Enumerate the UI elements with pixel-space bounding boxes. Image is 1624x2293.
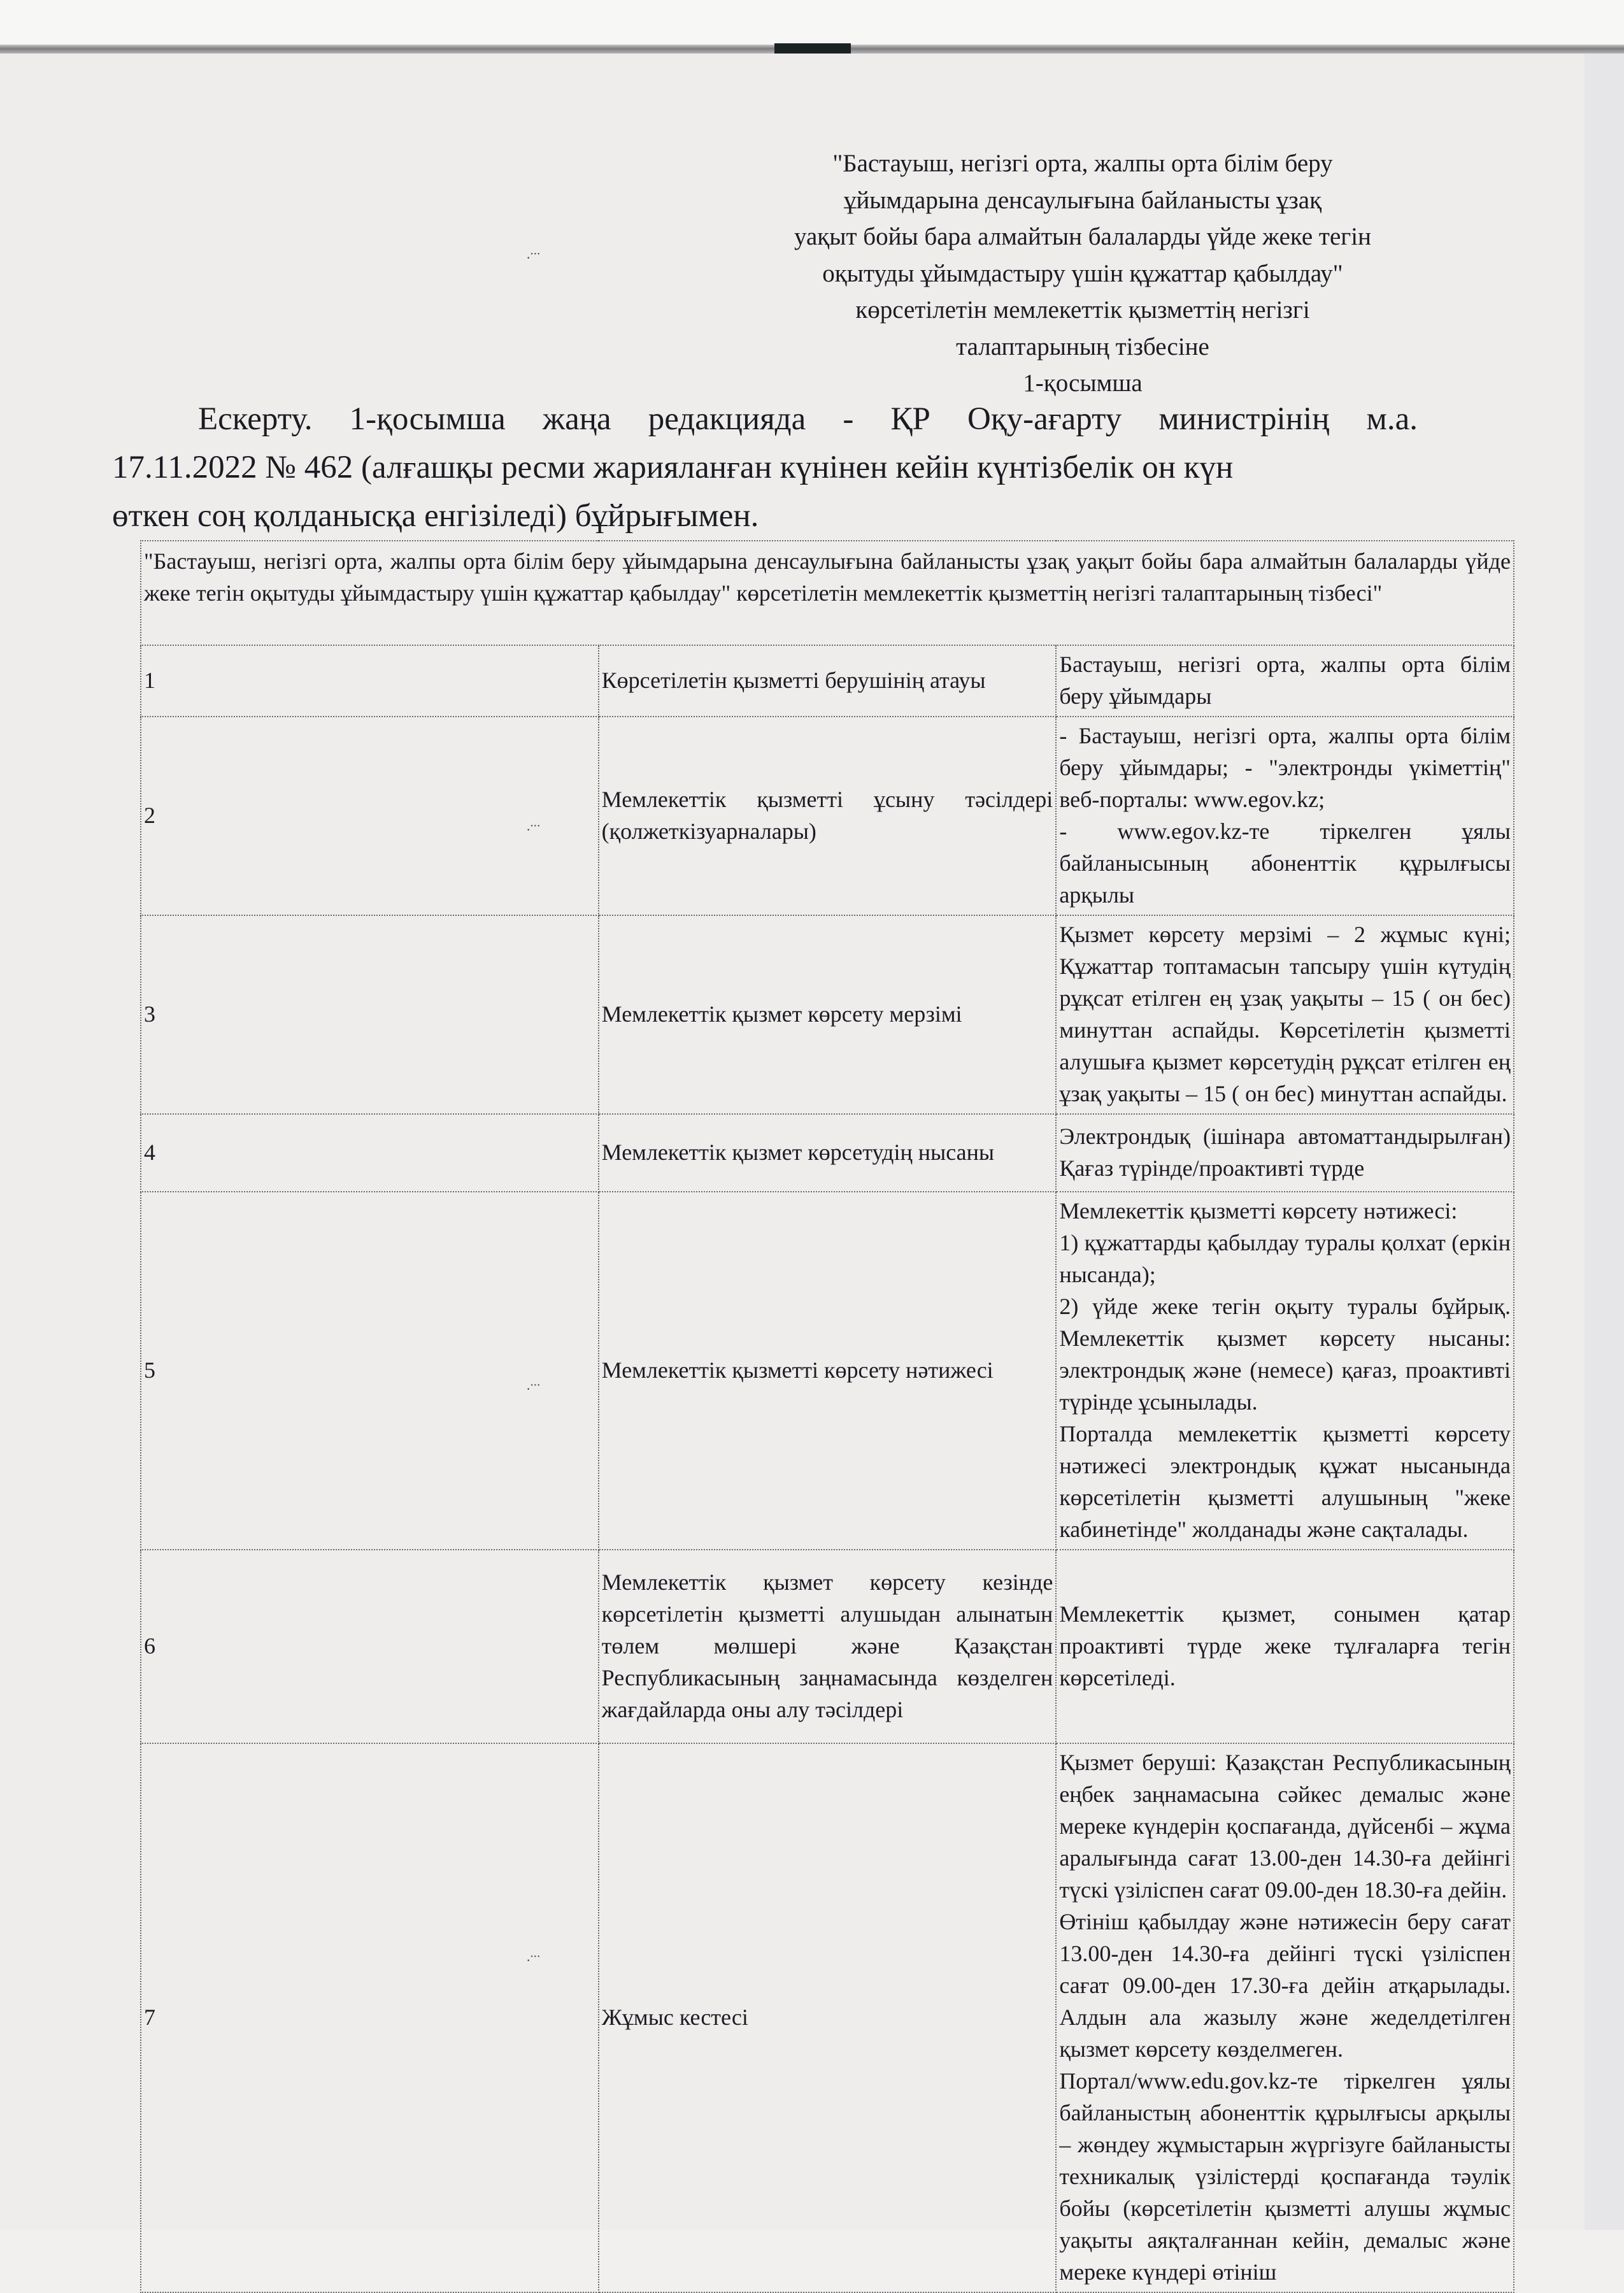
- row-number: 2: [141, 717, 599, 915]
- scan-speck: ·˙˙˙: [526, 1381, 540, 1397]
- row-number: 5: [141, 1192, 599, 1550]
- requirements-table: [140, 540, 1514, 2293]
- row-number: 4: [141, 1114, 599, 1192]
- header-line: ұйымдарына денсаулығына байланысты ұзақ: [843, 186, 1322, 214]
- value-paragraph: Мемлекеттік қызмет, сонымен қатар проактивті түрде жеке тұлғаларға тегін көрсетіледі.: [1059, 1601, 1511, 1690]
- row-number: 7: [141, 1743, 599, 2292]
- row-number: 6: [141, 1550, 599, 1743]
- amendment-note: [112, 395, 1418, 540]
- table-row: [141, 1114, 1514, 1192]
- scan-speck: ·˙˙˙: [526, 1952, 540, 1968]
- value-paragraph: Мемлекеттік қызметті көрсету нәтижесі:: [1059, 1198, 1458, 1224]
- row-value: [1056, 1192, 1514, 1550]
- row-value: [1056, 717, 1514, 915]
- row-label: Жұмыс кестесі: [599, 1743, 1057, 2292]
- row-number: 1: [141, 645, 599, 717]
- header-line: оқытуды ұйымдастыру үшін құжаттар қабылдау": [822, 259, 1343, 287]
- table-row: [141, 1192, 1514, 1550]
- row-label: Мемлекеттік қызмет көрсету мерзімі: [599, 915, 1057, 1114]
- value-paragraph: - Бастауыш, негізгі орта, жалпы орта білім беру ұйымдары; - "электронды үкіметтің" веб-порталы: www.egov.kz;: [1059, 723, 1511, 812]
- row-label: Мемлекеттік қызметті көрсету нәтижесі: [599, 1192, 1057, 1550]
- table-row: [141, 915, 1514, 1114]
- header-line: талаптарының тізбесіне: [956, 332, 1209, 361]
- table-row: [141, 645, 1514, 717]
- row-label: Мемлекеттік қызмет көрсетудің нысаны: [599, 1114, 1057, 1192]
- scanner-margin: [0, 0, 1624, 45]
- value-paragraph: Қызмет көрсету мерзімі – 2 жұмыс күні; Құжаттар топтамасын тапсыру үшін күтудің рұқсат етілген ең ұзақ уақыты – 15 ( он бес) минуттан аспайды. Көрсетілетін қызметті алушыға қызмет көрсетудің рұқсат етілген ең ұзақ уақыты – 15 ( он бес) минуттан аспайды.: [1059, 922, 1511, 1106]
- note-line: 17.11.2022 № 462 (алғашқы ресми жарияланған күнінен кейін күнтізбелік он күн: [112, 450, 1234, 485]
- row-label: Көрсетілетін қызметті берушінің атауы: [599, 645, 1057, 717]
- appendix-header: [726, 145, 1439, 402]
- row-value: [1056, 645, 1514, 717]
- row-value: [1056, 1114, 1514, 1192]
- value-paragraph: Порталда мемлекеттік қызметті көрсету нәтижесі электрондық құжат нысанында көрсетілетін қызметті алушының "жеке кабинетінде" жолданады және сақталады.: [1059, 1421, 1511, 1542]
- row-number: 3: [141, 915, 599, 1114]
- row-value: [1056, 1743, 1514, 2292]
- table-row: [141, 1743, 1514, 2292]
- header-line: уақыт бойы бара алмайтын балаларды үйде жеке тегін: [794, 223, 1371, 250]
- table-title: "Бастауыш, негізгі орта, жалпы орта білім беру ұйымдарына денсаулығына байланысты ұзақ уақыт бойы бара алмайтын балаларды үйде жеке тегін оқытуды ұйымдастыру үшін құжаттар қабылдау" көрсетілетін мемлекеттік қызметтің негізгі талаптарының тізбесі": [141, 541, 1514, 645]
- header-line: көрсетілетін мемлекеттік қызметтің негізгі: [855, 296, 1310, 324]
- value-paragraph: 2) үйде жеке тегін оқыту туралы бұйрық. Мемлекеттік қызмет көрсету нысаны: электрондық және (немесе) қағаз, проактивті түрінде ұсынылады.: [1059, 1294, 1511, 1415]
- value-paragraph: - www.egov.kz-те тіркелген ұялы байланысының абоненттік құрылғысы арқылы: [1059, 818, 1511, 908]
- header-line: "Бастауыш, негізгі орта, жалпы орта білім беру: [832, 150, 1333, 177]
- row-value: [1056, 915, 1514, 1114]
- row-value: [1056, 1550, 1514, 1743]
- table-row: [141, 1550, 1514, 1743]
- row-label: Мемлекеттік қызметті ұсыну тәсілдері (қолжеткізуарналары): [599, 717, 1057, 915]
- scan-speck: ·˙˙˙: [526, 250, 540, 266]
- appendix-number: 1-қосымша: [1023, 369, 1143, 397]
- scanner-marker: [774, 43, 851, 54]
- value-paragraph: 1) құжаттарды қабылдау туралы қолхат (еркін нысанда);: [1059, 1230, 1511, 1287]
- page-right-edge: [1585, 54, 1624, 2230]
- scan-speck: ·˙˙˙: [526, 822, 540, 838]
- value-paragraph: Қызмет беруші: Қазақстан Республикасының еңбек заңнамасына сәйкес демалыс және мереке күндерін қоспағанда, дүйсенбі – жұма аралығында сағат 13.00-ден 14.30-ға дейінгі түскі үзіліспен сағат 09.00-ден 18.30-ға дейін.: [1059, 1750, 1511, 1903]
- table-title-row: [141, 541, 1514, 645]
- row-label: Мемлекеттік қызмет көрсету кезінде көрсетілетін қызметті алушыдан алынатын төлем мөлшері және Қазақстан Республикасының заңнамасында көзделген жағдайларда оны алу тәсілдері: [599, 1550, 1057, 1743]
- note-line: Ескерту. 1-қосымша жаңа редакцияда - ҚР Оқу-ағарту министрінің м.а.: [198, 401, 1418, 437]
- value-paragraph: Портал/www.edu.gov.kz-те тіркелген ұялы байланыстың абоненттік құрылғысы арқылы – жөндеу жұмыстарын жүргізуге байланысты техникалық үзілістерді қоспағанда тәулік бойы (көрсетілетін қызметті алушы жұмыс уақыты аяқталғаннан кейін, демалыс және мереке күндері өтініш: [1059, 2068, 1511, 2285]
- value-paragraph: Бастауыш, негізгі орта, жалпы орта білім беру ұйымдары: [1059, 652, 1511, 709]
- table-row: [141, 717, 1514, 915]
- value-paragraph: Өтініш қабылдау және нәтижесін беру сағат 13.00-ден 14.30-ға дейінгі түскі үзіліспен сағат 09.00-ден 17.30-ға дейін атқарылады. Алдын ала жазылу және жеделдетілген қызмет көрсету көзделмеген.: [1059, 1909, 1511, 2062]
- note-line: өткен соң қолданысқа енгізіледі) бұйрығымен.: [112, 498, 759, 534]
- value-paragraph: Электрондық (ішінара автоматтандырылған) Қағаз түрінде/проактивті түрде: [1059, 1124, 1511, 1181]
